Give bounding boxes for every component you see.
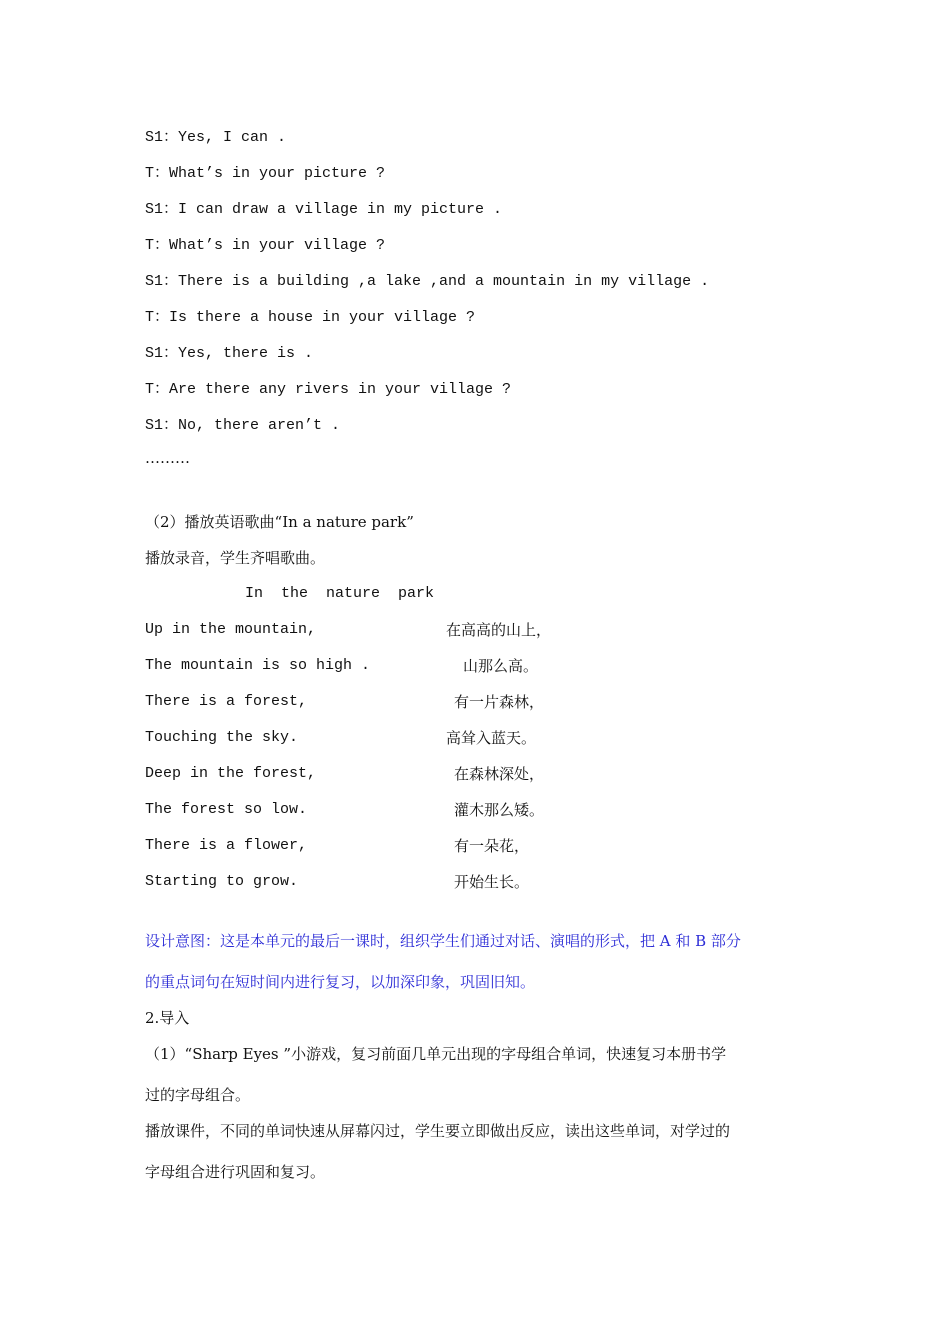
ellipsis: ………: [145, 449, 190, 467]
song-line-en: Deep in the forest,: [145, 765, 317, 782]
song-title: In the nature park: [245, 585, 435, 602]
dialogue-line: S1：No, there aren’t .: [145, 417, 341, 434]
song-line-zh: 在森林深处，: [454, 765, 545, 783]
dialogue-line: T：What’s in your village ?: [145, 237, 386, 254]
section-heading: 2.导入: [145, 1009, 190, 1027]
paragraph-line: （1）“Sharp Eyes ”小游戏，复习前面几单元出现的字母组合单词，快速复习本册书学: [145, 1045, 727, 1063]
dialogue-line: T：What’s in your picture ?: [145, 165, 386, 182]
dialogue-line: T：Are there any rivers in your village ?: [145, 381, 512, 398]
song-line-zh: 高耸入蓝天。: [446, 729, 537, 747]
song-line-zh: 在高高的山上，: [446, 621, 552, 639]
song-line-en: Starting to grow.: [145, 873, 299, 890]
song-line-zh: 开始生长。: [454, 873, 530, 891]
dialogue-line: S1：There is a building ,a lake ,and a mountain in my village .: [145, 273, 710, 290]
song-line-en: Up in the mountain,: [145, 621, 317, 638]
song-instruction: 播放录音，学生齐唱歌曲。: [145, 549, 326, 567]
song-heading: （2）播放英语歌曲“In a nature park”: [145, 513, 414, 531]
song-line-en: Touching the sky.: [145, 729, 299, 746]
song-line-en: There is a forest,: [145, 693, 308, 710]
dialogue-line: T：Is there a house in your village ?: [145, 309, 476, 326]
song-line-en: There is a flower,: [145, 837, 308, 854]
paragraph-line: 播放课件，不同的单词快速从屏幕闪过，学生要立即做出反应，读出这些单词，对学过的: [145, 1122, 731, 1140]
design-intent-line: 的重点词句在短时间内进行复习，以加深印象，巩固旧知。: [145, 973, 536, 991]
song-line-en: The mountain is so high .: [145, 657, 371, 674]
dialogue-line: S1：Yes, I can .: [145, 129, 287, 146]
song-line-zh: 灌木那么矮。: [454, 801, 545, 819]
song-line-zh: 有一片森林，: [454, 693, 545, 711]
dialogue-line: S1：I can draw a village in my picture .: [145, 201, 503, 218]
dialogue-line: S1：Yes, there is .: [145, 345, 314, 362]
paragraph-line: 过的字母组合。: [145, 1086, 251, 1104]
song-line-en: The forest so low.: [145, 801, 308, 818]
song-line-zh: 山那么高。: [463, 657, 539, 675]
design-intent-line: 设计意图：这是本单元的最后一课时，组织学生们通过对话、演唱的形式，把 A 和 B 部分: [145, 932, 741, 950]
paragraph-line: 字母组合进行巩固和复习。: [145, 1163, 326, 1181]
song-line-zh: 有一朵花，: [454, 837, 530, 855]
